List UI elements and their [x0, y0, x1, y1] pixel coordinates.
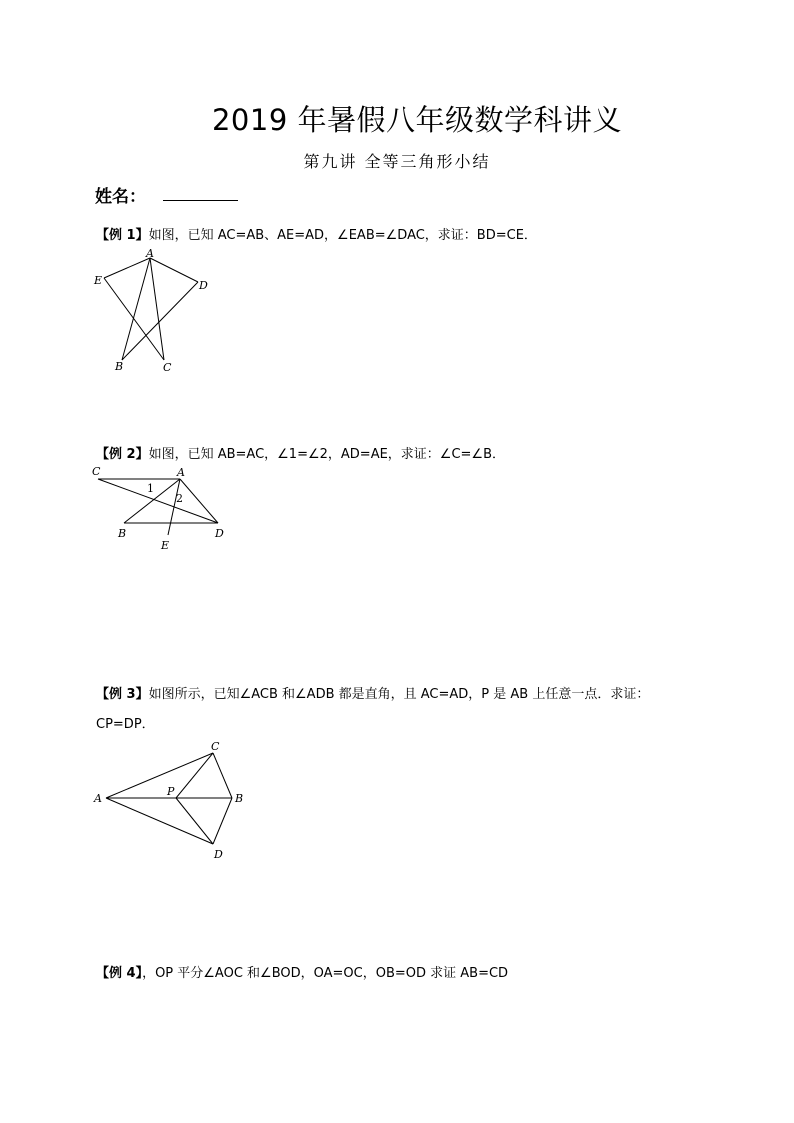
segment-AC — [150, 258, 164, 360]
label-D: D — [199, 279, 208, 292]
segment-AC — [106, 753, 213, 798]
problem-2-text: 如图，已知 AB=AC，∠1=∠2，AD=AE，求证：∠C=∠B． — [148, 447, 505, 462]
name-blank-line[interactable] — [163, 200, 238, 201]
name-label: 姓名： — [95, 187, 146, 207]
label-E: E — [94, 274, 103, 287]
label-E: E — [161, 539, 170, 552]
label-B: B — [115, 360, 124, 373]
segment-AD — [106, 798, 213, 844]
page-subtitle: 第九讲 全等三角形小结 — [303, 152, 491, 171]
problem-3-line-2 — [96, 713, 155, 732]
label-A: A — [94, 792, 102, 805]
segment-PD — [176, 798, 213, 844]
problem-1-text: 如图，已知 AC=AB、AE=AD，∠EAB=∠DAC，求证：BD=CE． — [148, 228, 537, 243]
label-C: C — [163, 361, 172, 374]
segment-DB — [213, 798, 232, 844]
segment-CB — [213, 753, 232, 798]
segment-AE — [104, 258, 150, 278]
segment-AD — [150, 258, 198, 282]
label-angle-1: 1 — [147, 482, 154, 495]
problem-3-text-1: 如图所示，已知∠ACB 和∠ADB 都是直角，且 AC=AD，P 是 AB 上任意一点．求证： — [148, 687, 650, 702]
page-title: 2019 年暑假八年级数学科讲义 — [211, 103, 623, 137]
label-A: A — [146, 247, 154, 260]
label-angle-2: 2 — [176, 492, 183, 505]
problem-3-text-2: CP=DP． — [96, 717, 155, 732]
label-D: D — [214, 848, 223, 861]
problem-4-text: ，OP 平分∠AOC 和∠BOD，OA=OC，OB=OD 求证 AB=CD — [142, 966, 509, 981]
segment-PC — [176, 753, 213, 798]
label-P: P — [167, 785, 175, 798]
label-B: B — [235, 792, 244, 805]
label-C: C — [211, 740, 220, 753]
label-A: A — [177, 466, 185, 479]
label-C: C — [92, 465, 101, 478]
problem-4 — [96, 962, 508, 981]
problem-2-figure — [88, 462, 238, 554]
problem-1 — [96, 224, 537, 243]
segment-CD — [98, 479, 218, 523]
segment-DB — [122, 282, 198, 360]
problem-3-line-1 — [96, 683, 649, 702]
label-B: B — [118, 527, 127, 540]
problem-2 — [96, 443, 505, 462]
label-D: D — [215, 527, 224, 540]
problem-1-tag: 【例 1】 — [96, 228, 149, 243]
problem-2-tag: 【例 2】 — [96, 447, 149, 462]
problem-4-tag: 【例 4】 — [96, 966, 143, 981]
problem-3-tag: 【例 3】 — [96, 687, 149, 702]
problem-3-figure — [90, 736, 250, 864]
problem-1-figure — [90, 246, 220, 378]
